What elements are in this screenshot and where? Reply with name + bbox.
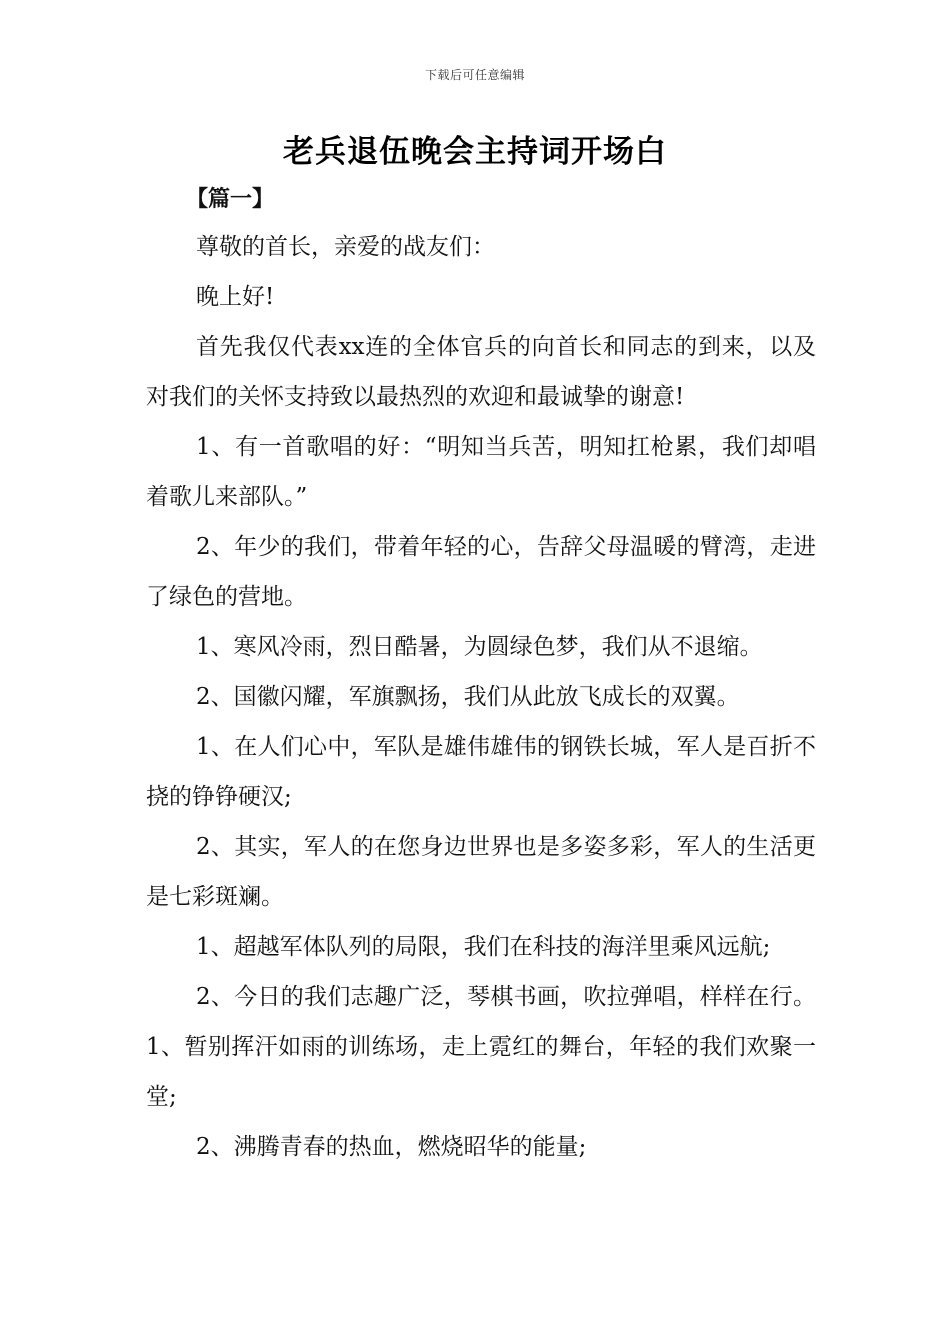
paragraph: 1、在人们心中，军队是雄伟雄伟的钢铁长城，军人是百折不挠的铮铮硬汉; (146, 734, 816, 810)
document-title: 老兵退伍晚会主持词开场白 (283, 134, 667, 170)
header-note: 下载后可任意编辑 (424, 68, 525, 82)
paragraph: 2、其实，军人的在您身边世界也是多姿多彩，军人的生活更是七彩斑斓。 (146, 834, 816, 910)
paragraph: 2、今日的我们志趣广泛，琴棋书画，吹拉弹唱，样样在行。1、暂别挥汗如雨的训练场，走上霓红的舞台，年轻的我们欢聚一堂; (146, 984, 816, 1110)
paragraph-greeting: 尊敬的首长，亲爱的战友们： (196, 234, 495, 260)
paragraph: 1、寒风冷雨，烈日酷暑，为圆绿色梦，我们从不退缩。 (196, 634, 763, 660)
paragraph-welcome: 首先我仅代表xx连的全体官兵的向首长和同志的到来，以及对我们的关怀支持致以最热烈的欢迎和最诚挚的谢意! (146, 334, 816, 410)
document-body (146, 178, 816, 1172)
paragraph: 2、国徽闪耀，军旗飘扬，我们从此放飞成长的双翼。 (196, 684, 740, 710)
paragraph-evening: 晚上好! (196, 284, 275, 310)
paragraph: 1、有一首歌唱的好：“明知当兵苦，明知扛枪累，我们却唱着歌儿来部队。” (146, 434, 816, 510)
paragraph: 1、超越军体队列的局限，我们在科技的海洋里乘风远航; (196, 934, 771, 960)
paragraph: 2、沸腾青春的热血，燃烧昭华的能量; (196, 1134, 587, 1160)
section-label: 【篇一】 (186, 187, 275, 212)
paragraph: 2、年少的我们，带着年轻的心，告辞父母温暖的臂湾，走进了绿色的营地。 (146, 534, 816, 610)
